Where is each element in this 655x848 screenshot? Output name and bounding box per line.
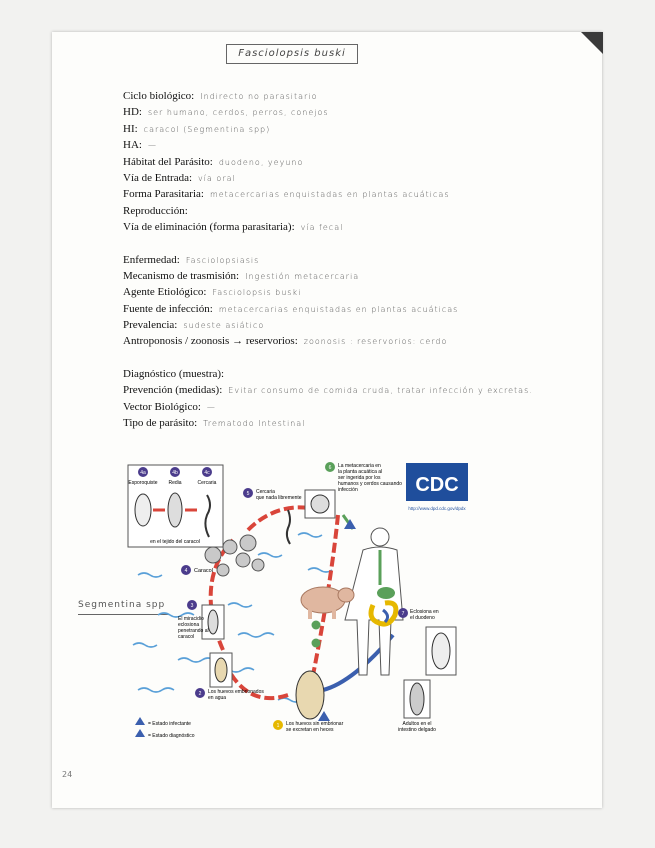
field-row [123,382,583,398]
field-row [123,333,583,349]
field-handwritten-value: Fasciolopsis buski [212,288,302,298]
step-4-label: Caracol [194,568,213,574]
step-2-label: Los huevos embrionados en agua [208,689,264,701]
sporocyst-image [135,494,151,526]
field-label: Antroponosis / zoonosis → reservorios: [123,335,298,348]
field-row [123,121,583,137]
page-corner [581,32,603,54]
field-label: HI: [123,122,138,135]
field-label: Agente Etiológico: [123,286,207,299]
cdc-url: http://www.dpd.cdc.gov/dpdx [408,506,466,511]
field-label: Ciclo biológico: [123,90,195,102]
life-cycle-diagram [118,455,478,755]
field-label: Diagnóstico (muestra): [123,367,225,380]
unembryonated-egg-image [296,671,324,719]
field-label: Vector Biológico: [123,400,201,413]
step-1-label: Los huevos sin embrionar se excretan en heces [286,721,344,733]
field-row [123,399,583,415]
snail-tissue-caption: en el tejido del caracol [150,539,200,545]
field-row [123,415,583,431]
field-label: Forma Parasitaria: [123,188,204,201]
stage-4a-number: 4a [140,470,146,476]
form-fields [123,88,583,431]
stage-4c-label: Cercaria [197,480,217,486]
field-row [123,203,583,219]
field-label: Enfermedad: [123,253,180,266]
field-label: Tipo de parásito: [123,417,198,430]
stage-4c-number: 4c [204,470,210,476]
field-row [123,104,583,120]
field-label: Prevalencia: [123,319,178,332]
field-label: Fuente de infección: [123,302,213,315]
margin-note: Segmentina spp [78,600,166,610]
field-label: Reproducción: [123,204,188,217]
field-handwritten-value: Fasciolopsiasis [185,255,260,265]
field-handwritten-value: Indirecto no parasitario [200,92,318,101]
field-label: Mecanismo de trasmisión: [123,269,240,282]
field-handwritten-value: ser humano, cerdos, perros, conejos [147,108,329,118]
field-label: Vía de Entrada: [123,171,193,184]
step-6-label: La metacercaria en la planta acuática al ser ingerida por los humanos y cerdos causando infección [338,463,402,493]
field-row [123,186,583,202]
field-row [123,137,583,153]
stage-4a-label: Esporoquiste [128,480,158,486]
document-title: Fasciolopsis buski [226,44,358,64]
svg-text:6: 6 [328,465,332,471]
field-row [123,268,583,284]
field-handwritten-value: vía fecal [300,223,344,233]
field-row [123,317,583,333]
legend-diagnostic: = Estado diagnóstico [148,733,195,739]
field-handwritten-value: — [206,402,216,412]
svg-text:7: 7 [401,611,405,617]
field-label: HA: [123,139,142,152]
redia-image [168,493,182,527]
field-handwritten-value: — [147,141,157,151]
field-row [123,170,583,186]
step-3-label: El miracidio eclosiona penetrando al caracol [178,616,209,640]
legend-infective: = Estado infectante [148,721,191,727]
cdc-logo-text: CDC [415,474,459,496]
human-figure [345,528,403,675]
svg-text:3: 3 [190,603,194,609]
svg-text:5: 5 [246,491,250,497]
stage-4b-label: Redia [168,480,182,486]
svg-text:4: 4 [184,568,188,574]
field-handwritten-value: metacercarias enquistadas en plantas acuáticas [209,190,450,200]
step-8-label: Adultos en el intestino delgado [398,721,436,733]
field-label: Vía de eliminación (forma parasitaria): [123,221,295,234]
field-handwritten-value: Evitar consumo de comida cruda, tratar infección y excretas. [228,386,533,396]
field-label: Hábitat del Parásito: [123,155,213,168]
cercaria-free-image [287,510,290,544]
field-label: HD: [123,106,142,119]
step-7-label: Eclosiona en el duodeno [410,609,439,621]
field-handwritten-value: vía oral [198,173,236,183]
field-row [123,366,583,382]
field-row [123,154,583,170]
field-handwritten-value: metacercarias enquistadas en plantas acuáticas [218,304,459,314]
field-handwritten-value: zoonosis : reservorios: cerdo [303,337,448,347]
field-row [123,88,583,104]
field-row [123,301,583,317]
field-row [123,252,583,268]
field-row [123,219,583,235]
stage-4b-number: 4b [172,470,178,476]
field-label: Prevención (medidas): [123,384,223,397]
field-handwritten-value: caracol (Segmentina spp) [143,124,271,134]
field-row [123,284,583,300]
page-number: 24 [62,770,73,779]
field-handwritten-value: sudeste asiático [183,321,265,331]
svg-text:1: 1 [276,723,280,729]
svg-text:2: 2 [198,691,202,697]
field-handwritten-value: duodeno, yeyuno [218,157,304,167]
field-handwritten-value: Trematodo Intestinal [203,419,306,429]
step-5-label: Cercaria que nada libremente [256,489,302,501]
field-handwritten-value: Ingestión metacercaria [245,271,360,281]
